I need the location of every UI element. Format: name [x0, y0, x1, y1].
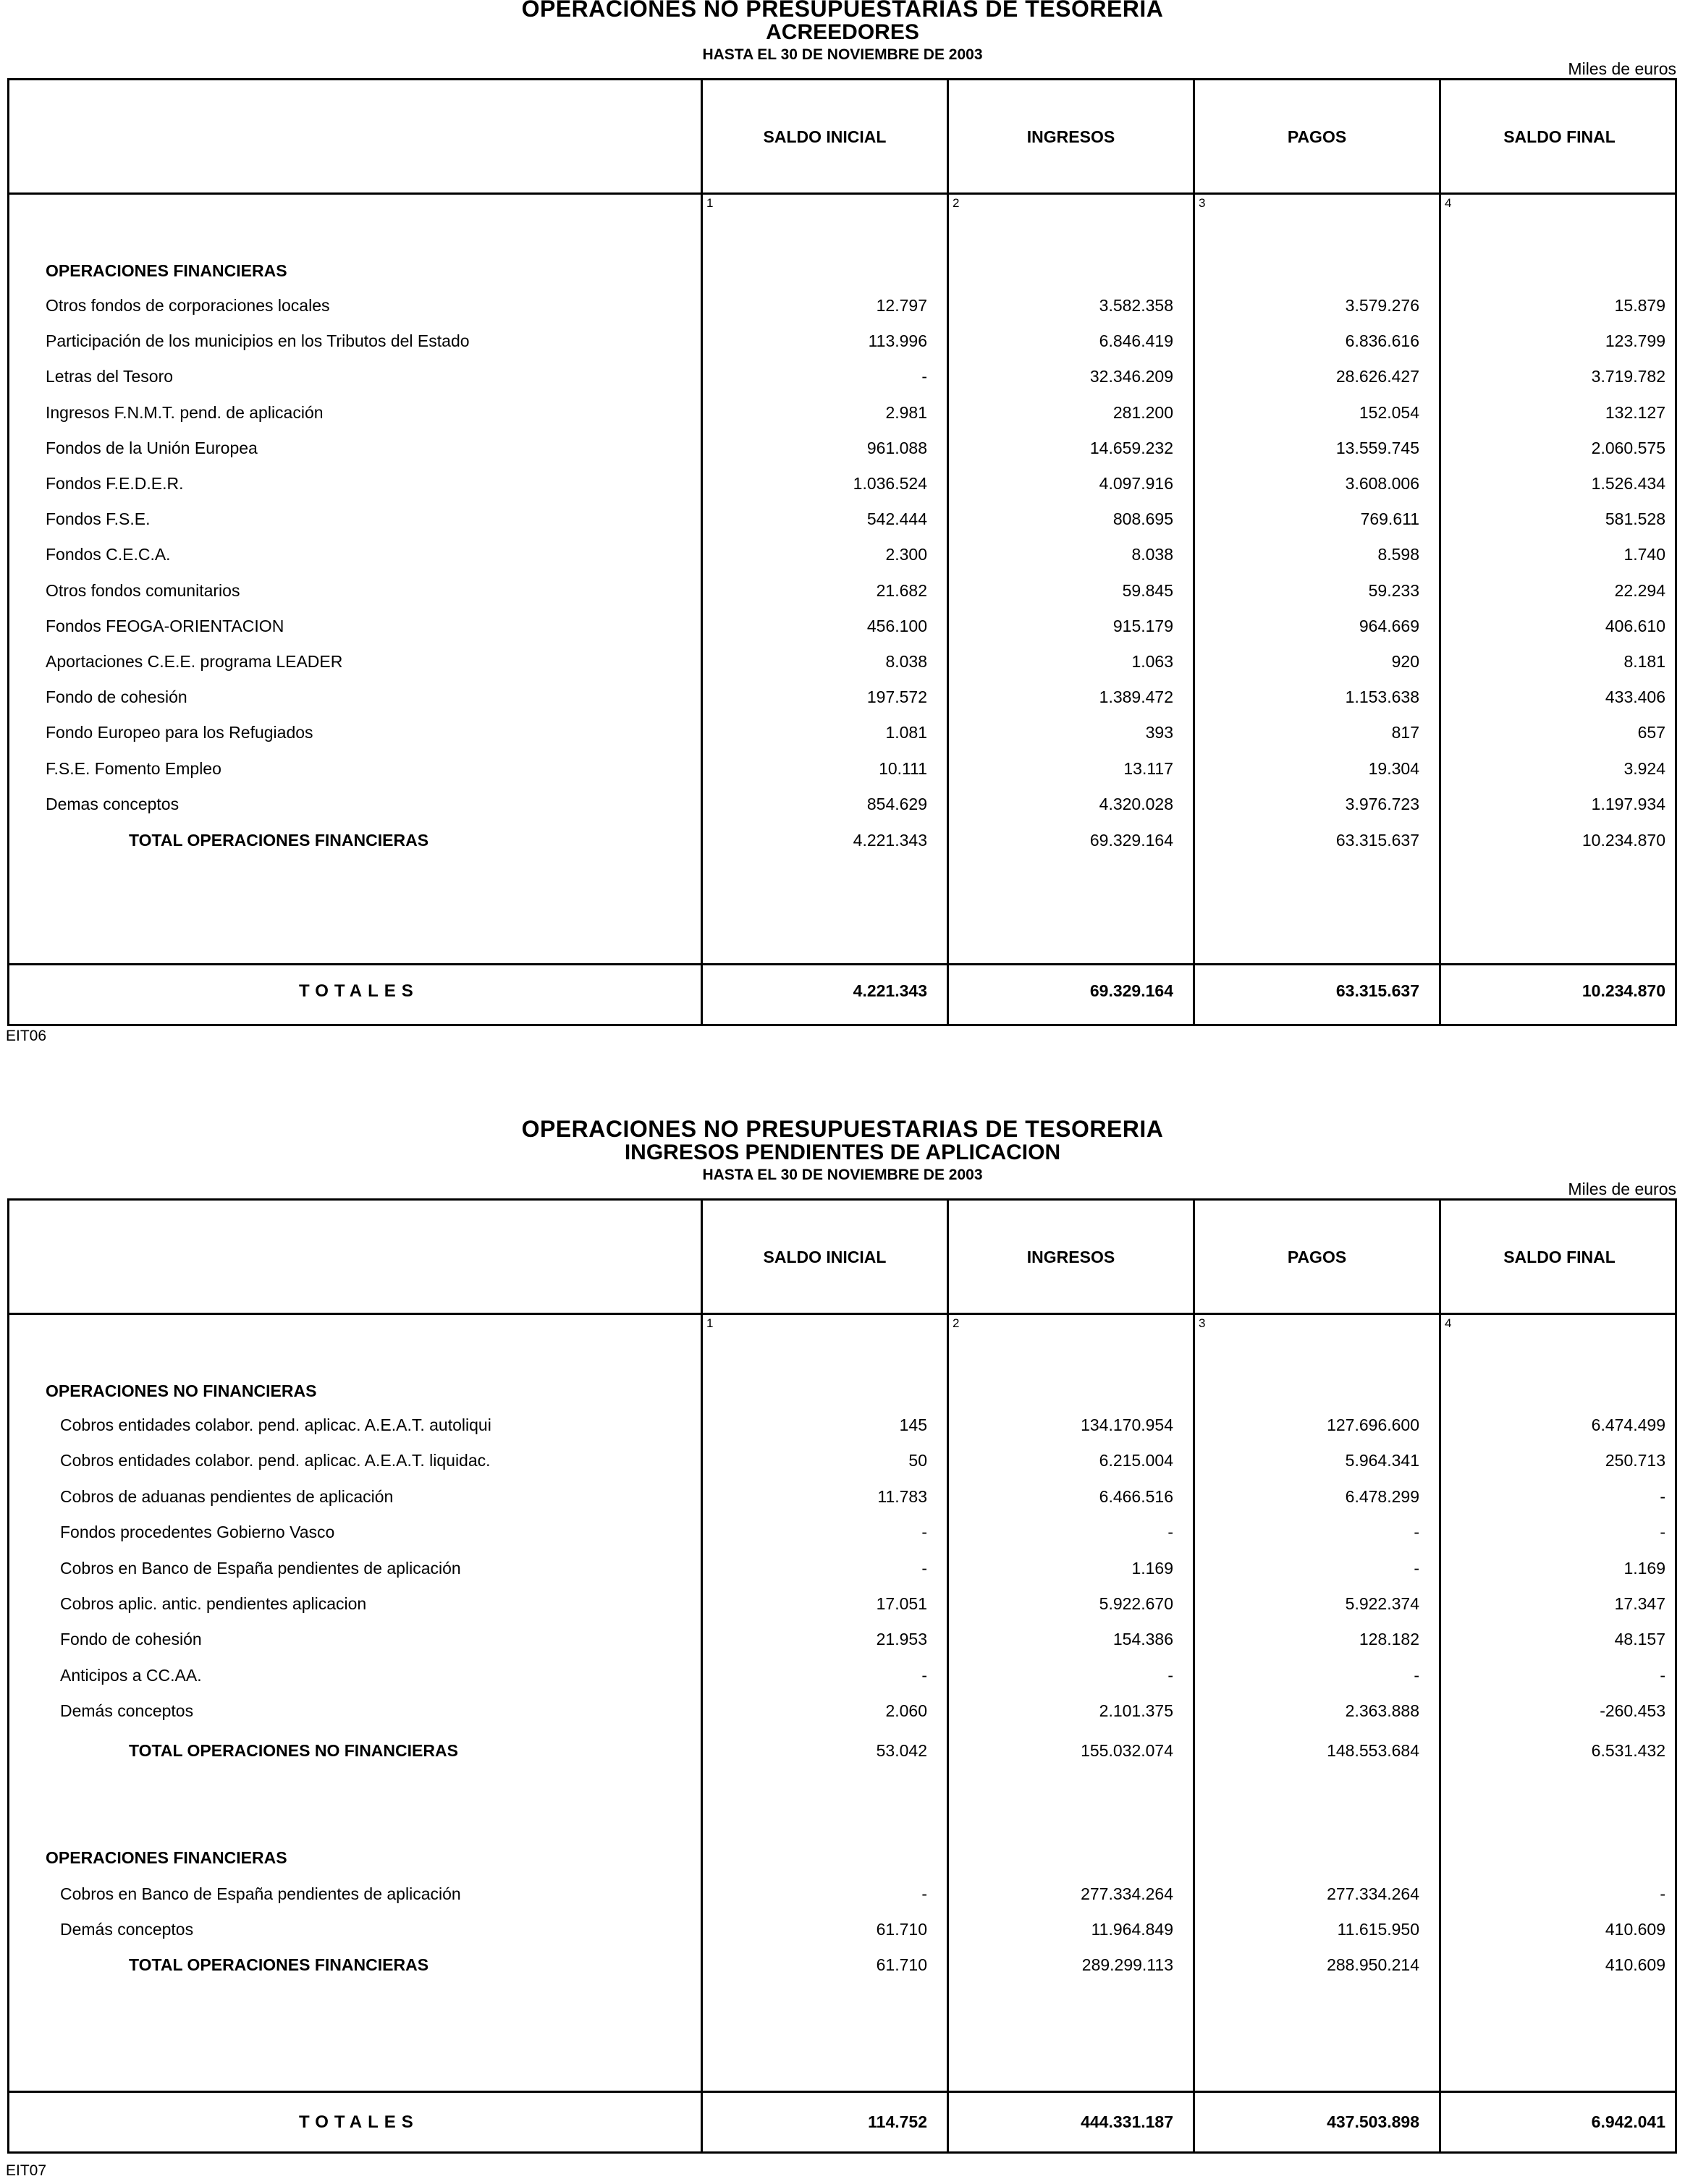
cell-saldo-inicial: 197.572 [866, 687, 927, 707]
cell-ingresos: 4.320.028 [1099, 794, 1173, 813]
col-header-ingresos: INGRESOS [1026, 127, 1115, 146]
col-number: 4 [1445, 1316, 1452, 1330]
cell-saldo-final: -260.453 [1600, 1701, 1665, 1721]
cell-saldo-final: 410.609 [1605, 1920, 1665, 1939]
cell-pagos: 13.559.745 [1335, 438, 1419, 457]
cell-saldo-inicial: 456.100 [866, 616, 927, 635]
cell-saldo-final: 1.740 [1623, 545, 1665, 564]
cell-saldo-inicial: 8.038 [885, 652, 927, 671]
totals-divider [9, 963, 1675, 965]
table-row [9, 1487, 1675, 1516]
cell-pagos: 152.054 [1359, 402, 1419, 422]
cell-ingresos: 808.695 [1112, 509, 1173, 529]
row-label: Ingresos F.N.M.T. pend. de aplicación [46, 402, 324, 422]
cell-ingresos: 69.329.164 [1089, 831, 1173, 850]
row-label: Cobros entidades colabor. pend. aplicac. A.E.A.T. autoliqui [60, 1415, 491, 1434]
section-label: OPERACIONES FINANCIERAS [46, 1848, 287, 1867]
table-row [9, 1523, 1675, 1552]
cell-saldo-final: 15.879 [1614, 296, 1665, 315]
cell-ingresos: 277.334.264 [1081, 1884, 1173, 1903]
col-header-ingresos: INGRESOS [1026, 1248, 1115, 1266]
cell-saldo-final: 10.234.870 [1581, 831, 1665, 850]
totals-label: TOTALES [299, 2112, 419, 2132]
col-number: 4 [1445, 196, 1452, 210]
cell-saldo-inicial: 4.221.343 [853, 831, 927, 850]
table-row [9, 403, 1675, 432]
table-row [9, 652, 1675, 681]
total-ingresos: 69.329.164 [1089, 981, 1173, 1000]
cell-ingresos: 2.101.375 [1099, 1701, 1173, 1721]
header-divider [9, 192, 1675, 195]
cell-pagos: 288.950.214 [1327, 1955, 1419, 1974]
cell-pagos: 6.836.616 [1345, 331, 1419, 351]
totals-label: TOTALES [299, 981, 419, 1001]
cell-pagos: 11.615.950 [1337, 1920, 1419, 1939]
total-pagos: 63.315.637 [1335, 981, 1419, 1000]
cell-ingresos: 1.169 [1131, 1558, 1173, 1578]
row-label: Otros fondos de corporaciones locales [46, 296, 330, 315]
cell-ingresos: 8.038 [1131, 545, 1173, 564]
cell-pagos: 964.669 [1359, 616, 1419, 635]
cell-ingresos: - [1167, 1665, 1173, 1685]
table-row [9, 296, 1675, 325]
cell-ingresos: 1.063 [1131, 652, 1173, 671]
cell-saldo-final: - [1660, 1523, 1665, 1542]
cell-ingresos: 915.179 [1112, 616, 1173, 635]
cell-saldo-inicial: - [921, 1558, 927, 1578]
table-frame [7, 78, 1677, 1026]
cell-saldo-inicial: 854.629 [866, 794, 927, 813]
cell-ingresos: 6.846.419 [1099, 331, 1173, 351]
section-heading [9, 1848, 1675, 1877]
cell-saldo-final: 6.474.499 [1591, 1415, 1665, 1434]
row-label: Fondo de cohesión [60, 1630, 202, 1649]
cell-ingresos: 4.097.916 [1099, 474, 1173, 493]
row-label: Demás conceptos [60, 1701, 194, 1721]
cell-saldo-final: 22.294 [1614, 580, 1665, 600]
section-heading [9, 1381, 1675, 1410]
col-header-saldo-final: SALDO FINAL [1503, 1248, 1616, 1266]
table-row [9, 1884, 1675, 1913]
cell-ingresos: 6.215.004 [1099, 1451, 1173, 1470]
cell-pagos: 3.976.723 [1345, 794, 1419, 813]
table-row [9, 795, 1675, 824]
cell-pagos: 127.696.600 [1327, 1415, 1419, 1434]
row-label: Cobros de aduanas pendientes de aplicación [60, 1486, 394, 1506]
cell-saldo-final: 1.169 [1623, 1558, 1665, 1578]
col-header-pagos: PAGOS [1287, 127, 1347, 146]
table-frame [7, 1198, 1677, 2154]
cell-ingresos: 5.922.670 [1099, 1594, 1173, 1613]
cell-pagos: 8.598 [1377, 545, 1419, 564]
cell-saldo-inicial: 21.682 [876, 580, 927, 600]
cell-ingresos: 59.845 [1122, 580, 1173, 600]
cell-saldo-final: 8.181 [1623, 652, 1665, 671]
cell-saldo-inicial: 145 [899, 1415, 927, 1434]
cell-ingresos: 281.200 [1112, 402, 1173, 422]
row-label: Aportaciones C.E.E. programa LEADER [46, 652, 343, 671]
cell-saldo-final: 657 [1637, 723, 1665, 742]
cell-pagos: 769.611 [1360, 509, 1419, 529]
cell-pagos: 277.334.264 [1327, 1884, 1419, 1903]
row-label: Fondo Europeo para los Refugiados [46, 723, 313, 742]
cell-ingresos: 13.117 [1123, 758, 1173, 778]
cell-saldo-inicial: 61.710 [876, 1920, 927, 1939]
section-label: OPERACIONES NO FINANCIERAS [46, 1381, 317, 1400]
total-ingresos: 444.331.187 [1081, 2112, 1173, 2131]
row-label: Participación de los municipios en los Tributos del Estado [46, 331, 470, 351]
table-row [9, 1559, 1675, 1588]
cell-saldo-final: 48.157 [1614, 1630, 1665, 1649]
cell-pagos: 6.478.299 [1345, 1486, 1419, 1506]
row-label: Cobros aplic. antic. pendientes aplicacion [60, 1594, 367, 1613]
cell-saldo-final: 1.197.934 [1591, 794, 1665, 813]
total-saldo-final: 10.234.870 [1581, 981, 1665, 1000]
cell-saldo-inicial: 11.783 [877, 1486, 927, 1506]
cell-pagos: 3.579.276 [1345, 296, 1419, 315]
report-date: HASTA EL 30 DE NOVIEMBRE DE 2003 [702, 1167, 983, 1183]
cell-saldo-final: 410.609 [1605, 1955, 1665, 1974]
cell-saldo-final: 3.924 [1623, 758, 1665, 778]
cell-pagos: - [1414, 1523, 1419, 1542]
table-row [9, 367, 1675, 396]
table-row [9, 1701, 1675, 1730]
col-header-saldo-final: SALDO FINAL [1503, 127, 1616, 146]
row-label: Fondos F.S.E. [46, 509, 151, 529]
report-subtitle: INGRESOS PENDIENTES DE APLICACION [624, 1140, 1061, 1164]
table-row [9, 545, 1675, 574]
cell-saldo-final: 433.406 [1605, 687, 1665, 707]
total-saldo-inicial: 4.221.343 [853, 981, 927, 1000]
table-row [9, 723, 1675, 752]
cell-saldo-inicial: 10.111 [879, 758, 927, 778]
table-row [9, 509, 1675, 538]
cell-saldo-inicial: - [921, 1665, 927, 1685]
cell-saldo-inicial: 50 [908, 1451, 927, 1470]
section-heading [9, 261, 1675, 290]
cell-ingresos: 393 [1145, 723, 1173, 742]
cell-saldo-inicial: 961.088 [866, 438, 927, 457]
row-label: Fondos procedentes Gobierno Vasco [60, 1523, 335, 1542]
cell-pagos: - [1414, 1558, 1419, 1578]
cell-pagos: 3.608.006 [1345, 474, 1419, 493]
cell-ingresos: 11.964.849 [1091, 1920, 1173, 1939]
report-subtitle: ACREEDORES [766, 20, 919, 44]
cell-ingresos: 1.389.472 [1099, 687, 1173, 707]
cell-saldo-inicial: - [921, 1884, 927, 1903]
table-row [9, 1630, 1675, 1659]
cell-saldo-inicial: 21.953 [876, 1630, 927, 1649]
col-header-saldo-inicial: SALDO INICIAL [763, 1248, 887, 1266]
cell-pagos: 817 [1391, 723, 1419, 742]
report-title: OPERACIONES NO PRESUPUESTARIAS DE TESORERIA [521, 1116, 1164, 1142]
total-pagos: 437.503.898 [1327, 2112, 1419, 2131]
cell-saldo-inicial: 1.081 [885, 723, 927, 742]
row-label: Fondos de la Unión Europea [46, 438, 258, 457]
report-code: EIT06 [6, 1028, 47, 1044]
cell-saldo-inicial: 1.036.524 [853, 474, 927, 493]
cell-saldo-inicial: 61.710 [876, 1955, 927, 1974]
cell-pagos: 5.964.341 [1345, 1451, 1419, 1470]
col-number: 3 [1199, 1316, 1206, 1330]
row-label: Fondo de cohesión [46, 687, 187, 707]
table-row [9, 617, 1675, 646]
col-number: 2 [953, 1316, 960, 1330]
cell-pagos: 63.315.637 [1335, 831, 1419, 850]
total-saldo-inicial: 114.752 [868, 2112, 927, 2131]
report-date: HASTA EL 30 DE NOVIEMBRE DE 2003 [702, 46, 983, 63]
cell-ingresos: 6.466.516 [1099, 1486, 1173, 1506]
cell-saldo-final: 406.610 [1605, 616, 1665, 635]
table-row [9, 1666, 1675, 1695]
row-label: TOTAL OPERACIONES FINANCIERAS [129, 1955, 429, 1974]
units-label: Miles de euros [1568, 1180, 1676, 1198]
cell-saldo-inicial: 2.981 [885, 402, 927, 422]
row-label: Fondos FEOGA-ORIENTACION [46, 616, 284, 635]
table-row [9, 331, 1675, 360]
section-total-row [9, 831, 1675, 860]
cell-pagos: 5.922.374 [1345, 1594, 1419, 1613]
cell-saldo-inicial: 17.051 [876, 1594, 927, 1613]
table-row [9, 687, 1675, 716]
cell-pagos: - [1414, 1665, 1419, 1685]
row-label: Cobros en Banco de España pendientes de aplicación [60, 1884, 461, 1903]
row-label: Fondos C.E.C.A. [46, 545, 171, 564]
row-label: TOTAL OPERACIONES FINANCIERAS [129, 831, 429, 850]
col-number: 2 [953, 196, 960, 210]
cell-saldo-final: 3.719.782 [1591, 367, 1665, 386]
cell-saldo-final: 1.526.434 [1591, 474, 1665, 493]
col-header-pagos: PAGOS [1287, 1248, 1347, 1266]
cell-pagos: 19.304 [1368, 758, 1419, 778]
cell-ingresos: 134.170.954 [1081, 1415, 1173, 1434]
cell-pagos: 59.233 [1368, 580, 1419, 600]
cell-ingresos: 32.346.209 [1089, 367, 1173, 386]
cell-saldo-inicial: - [921, 367, 927, 386]
row-label: Anticipos a CC.AA. [60, 1665, 202, 1685]
cell-saldo-inicial: 113.996 [868, 331, 927, 351]
cell-saldo-final: 17.347 [1614, 1594, 1665, 1613]
cell-pagos: 1.153.638 [1345, 687, 1419, 707]
cell-pagos: 148.553.684 [1327, 1741, 1419, 1760]
section-total-row [9, 1955, 1675, 1984]
row-label: F.S.E. Fomento Empleo [46, 758, 221, 778]
table-row [9, 1415, 1675, 1444]
total-saldo-final: 6.942.041 [1591, 2112, 1665, 2131]
report-code: EIT07 [6, 2162, 47, 2179]
table-row [9, 1451, 1675, 1480]
cell-saldo-final: 6.531.432 [1591, 1741, 1665, 1760]
col-number: 1 [706, 196, 714, 210]
cell-saldo-inicial: 542.444 [866, 509, 927, 529]
row-label: Fondos F.E.D.E.R. [46, 474, 184, 493]
cell-saldo-final: 581.528 [1605, 509, 1665, 529]
cell-saldo-inicial: 2.300 [885, 545, 927, 564]
cell-saldo-inicial: 12.797 [876, 296, 927, 315]
cell-saldo-inicial: 2.060 [885, 1701, 927, 1721]
col-number: 1 [706, 1316, 714, 1330]
cell-pagos: 28.626.427 [1335, 367, 1419, 386]
table-row [9, 474, 1675, 503]
table-row [9, 581, 1675, 610]
cell-pagos: 920 [1391, 652, 1419, 671]
row-label: Otros fondos comunitarios [46, 580, 240, 600]
row-label: Cobros en Banco de España pendientes de aplicación [60, 1558, 461, 1578]
cell-ingresos: 154.386 [1112, 1630, 1173, 1649]
section-total-row [9, 1741, 1675, 1770]
cell-saldo-final: - [1660, 1884, 1665, 1903]
col-header-saldo-inicial: SALDO INICIAL [763, 127, 887, 146]
cell-saldo-final: - [1660, 1486, 1665, 1506]
cell-saldo-inicial: - [921, 1523, 927, 1542]
cell-ingresos: 155.032.074 [1081, 1741, 1173, 1760]
report-title: OPERACIONES NO PRESUPUESTARIAS DE TESORERIA [521, 0, 1164, 22]
row-label: Cobros entidades colabor. pend. aplicac. A.E.A.T. liquidac. [60, 1451, 491, 1470]
cell-pagos: 128.182 [1359, 1630, 1419, 1649]
row-label: Letras del Tesoro [46, 367, 174, 386]
cell-saldo-final: 250.713 [1605, 1451, 1665, 1470]
cell-saldo-final: 132.127 [1605, 402, 1665, 422]
table-row [9, 1920, 1675, 1949]
row-label: Demas conceptos [46, 794, 180, 813]
cell-saldo-final: 2.060.575 [1591, 438, 1665, 457]
table-row [9, 1594, 1675, 1623]
cell-ingresos: 14.659.232 [1089, 438, 1173, 457]
table-row [9, 439, 1675, 467]
totals-divider [9, 2091, 1675, 2093]
cell-saldo-inicial: 53.042 [876, 1741, 927, 1760]
row-label: Demás conceptos [60, 1920, 194, 1939]
units-label: Miles de euros [1568, 59, 1676, 78]
header-divider [9, 1313, 1675, 1315]
col-number: 3 [1199, 196, 1206, 210]
cell-ingresos: 3.582.358 [1099, 296, 1173, 315]
table-row [9, 759, 1675, 788]
cell-pagos: 2.363.888 [1345, 1701, 1419, 1721]
cell-saldo-final: - [1660, 1665, 1665, 1685]
cell-ingresos: 289.299.113 [1081, 1955, 1173, 1974]
section-label: OPERACIONES FINANCIERAS [46, 261, 287, 280]
cell-saldo-final: 123.799 [1605, 331, 1665, 351]
row-label: TOTAL OPERACIONES NO FINANCIERAS [129, 1741, 458, 1760]
cell-ingresos: - [1167, 1523, 1173, 1542]
